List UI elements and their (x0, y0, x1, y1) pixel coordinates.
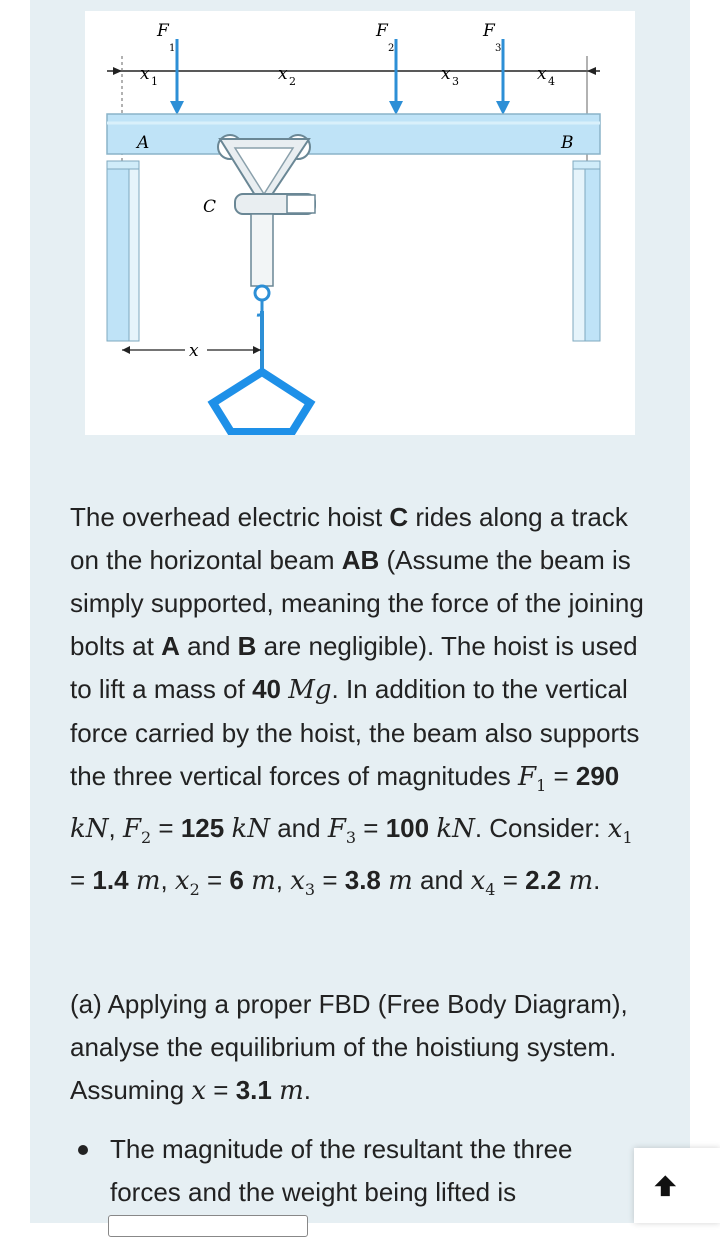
x-unit: m (279, 1076, 304, 1106)
bolt-a: A (161, 631, 180, 661)
x4-value: 2.2 (525, 865, 562, 896)
text-run: are negligible). The hoist is used to lift a mass of (70, 631, 638, 704)
length-unit: m (251, 866, 276, 897)
x4-subscript: 4 (485, 880, 496, 900)
answer-input[interactable] (108, 1215, 308, 1237)
dim-label-x4: x (537, 64, 547, 84)
f1-subscript: 1 (536, 776, 547, 796)
text-run: and (179, 631, 238, 661)
problem-statement: The overhead electric hoist C rides along a track on the horizontal beam AB (Assume the beam is simply supported, meaning the force of the joining bolts at A and B are negligible). The hoist is used to lift a mass of 40 Mg. In addition to the vertical force carried by the hoist, the beam also supports the three vertical forces of magnitudes $F_1 = 290$ kN, $F_2 = 125$ kN and $F_3 = 100$ kN. Consider: $x_1 = 1.4$ m, $x_2 = 6$ m, $x_3 = 3.8$ m and $x_4 = 2.2$ m. (70, 502, 644, 900)
force-label-f3: F (483, 21, 495, 41)
text-run: (Assume the beam is simply supported, meaning the force of the joining bolts at (70, 545, 644, 661)
left-column (107, 161, 139, 341)
force-sub-2: 2 (388, 43, 395, 54)
hoist-letter: C (389, 502, 409, 532)
force-unit: kN (231, 814, 270, 845)
dim-sub-2: 2 (289, 75, 296, 88)
beam-ab (107, 114, 600, 154)
x2-subscript: 2 (189, 880, 200, 900)
mass-unit: Mg (288, 675, 332, 705)
f1-value: 290 (575, 761, 620, 791)
force-label-f2: F (376, 21, 388, 41)
hoist-trolley (218, 135, 315, 286)
load-pentagon (213, 372, 310, 432)
arrow-up-icon (650, 1170, 680, 1200)
hook (255, 286, 269, 371)
dim-arrowhead (113, 67, 122, 75)
text-run: . In addition to the vertical force carried by the hoist, the beam also supports the three vertical forces of magnitudes (70, 674, 640, 791)
f2-symbol: F (122, 814, 142, 845)
dim-sub-3: 3 (452, 75, 459, 88)
force-unit: kN (70, 814, 109, 845)
x1-value: 1.4 (92, 865, 129, 896)
x1-subscript: 1 (622, 828, 633, 848)
length-unit: m (388, 866, 413, 897)
text-run: rides along a track on the horizontal beam (70, 502, 628, 575)
dim-label-x2: x (278, 64, 288, 84)
point-b-label: B (561, 133, 574, 153)
force-sub-3: 3 (495, 43, 502, 54)
bolt-b: B (237, 631, 257, 661)
length-unit: m (568, 866, 594, 897)
x3-symbol: x (290, 866, 305, 897)
hoist-figure (85, 11, 635, 435)
hoist-dim-label: x (189, 341, 199, 361)
x2-symbol: x (174, 866, 190, 897)
hoist-dim-arrowhead (122, 346, 130, 354)
x-symbol: x (191, 1076, 207, 1106)
beam-letters: AB (341, 545, 380, 575)
dim-arrowhead (587, 67, 596, 75)
text-run: (a) Applying a proper FBD (Free Body Diagram), analyse the equilibrium of the hoistiung system. Assuming (70, 989, 628, 1105)
bullet-text: The magnitude of the resultant the three forces and the weight being lifted is (110, 1134, 573, 1207)
f3-symbol: F (327, 814, 346, 845)
length-unit: m (135, 866, 161, 897)
x-value: 3.1 (235, 1075, 272, 1105)
f2-value: 125 (180, 813, 225, 844)
f2-subscript: 2 (141, 828, 152, 848)
text-run: The overhead electric hoist (70, 502, 390, 532)
force-unit: kN (436, 814, 475, 845)
x3-subscript: 3 (304, 880, 316, 900)
x4-symbol: x (470, 866, 486, 897)
force-label-f1: F (157, 21, 169, 41)
point-a-label: A (137, 133, 150, 153)
force-sub-1: 1 (169, 43, 176, 54)
bullet-dot (78, 1145, 88, 1155)
mass-value: 40 (252, 674, 281, 704)
scroll-top-button[interactable] (634, 1148, 720, 1223)
f3-subscript: 3 (345, 828, 357, 848)
x3-value: 3.8 (344, 865, 381, 896)
hoist-diagram (85, 11, 635, 435)
text-run: . Consider: (474, 813, 608, 844)
x1-symbol: x (607, 814, 623, 845)
point-c-label: C (203, 197, 217, 217)
dim-sub-4: 4 (548, 75, 555, 88)
hoist-dim-arrowhead (253, 346, 261, 354)
dim-label-x1: x (140, 64, 150, 84)
x2-value: 6 (229, 865, 244, 896)
text-run: and (269, 813, 328, 844)
text-run: and (412, 865, 471, 896)
dim-sub-1: 1 (151, 75, 158, 88)
f1-symbol: F (518, 762, 537, 792)
part-a-statement: (a) Applying a proper FBD (Free Body Diagram), analyse the equilibrium of the hoistiung system. Assuming x = 3.1 m. (70, 989, 628, 1106)
right-column (573, 161, 600, 341)
dim-label-x3: x (441, 64, 451, 84)
f3-value: 100 (385, 813, 430, 844)
